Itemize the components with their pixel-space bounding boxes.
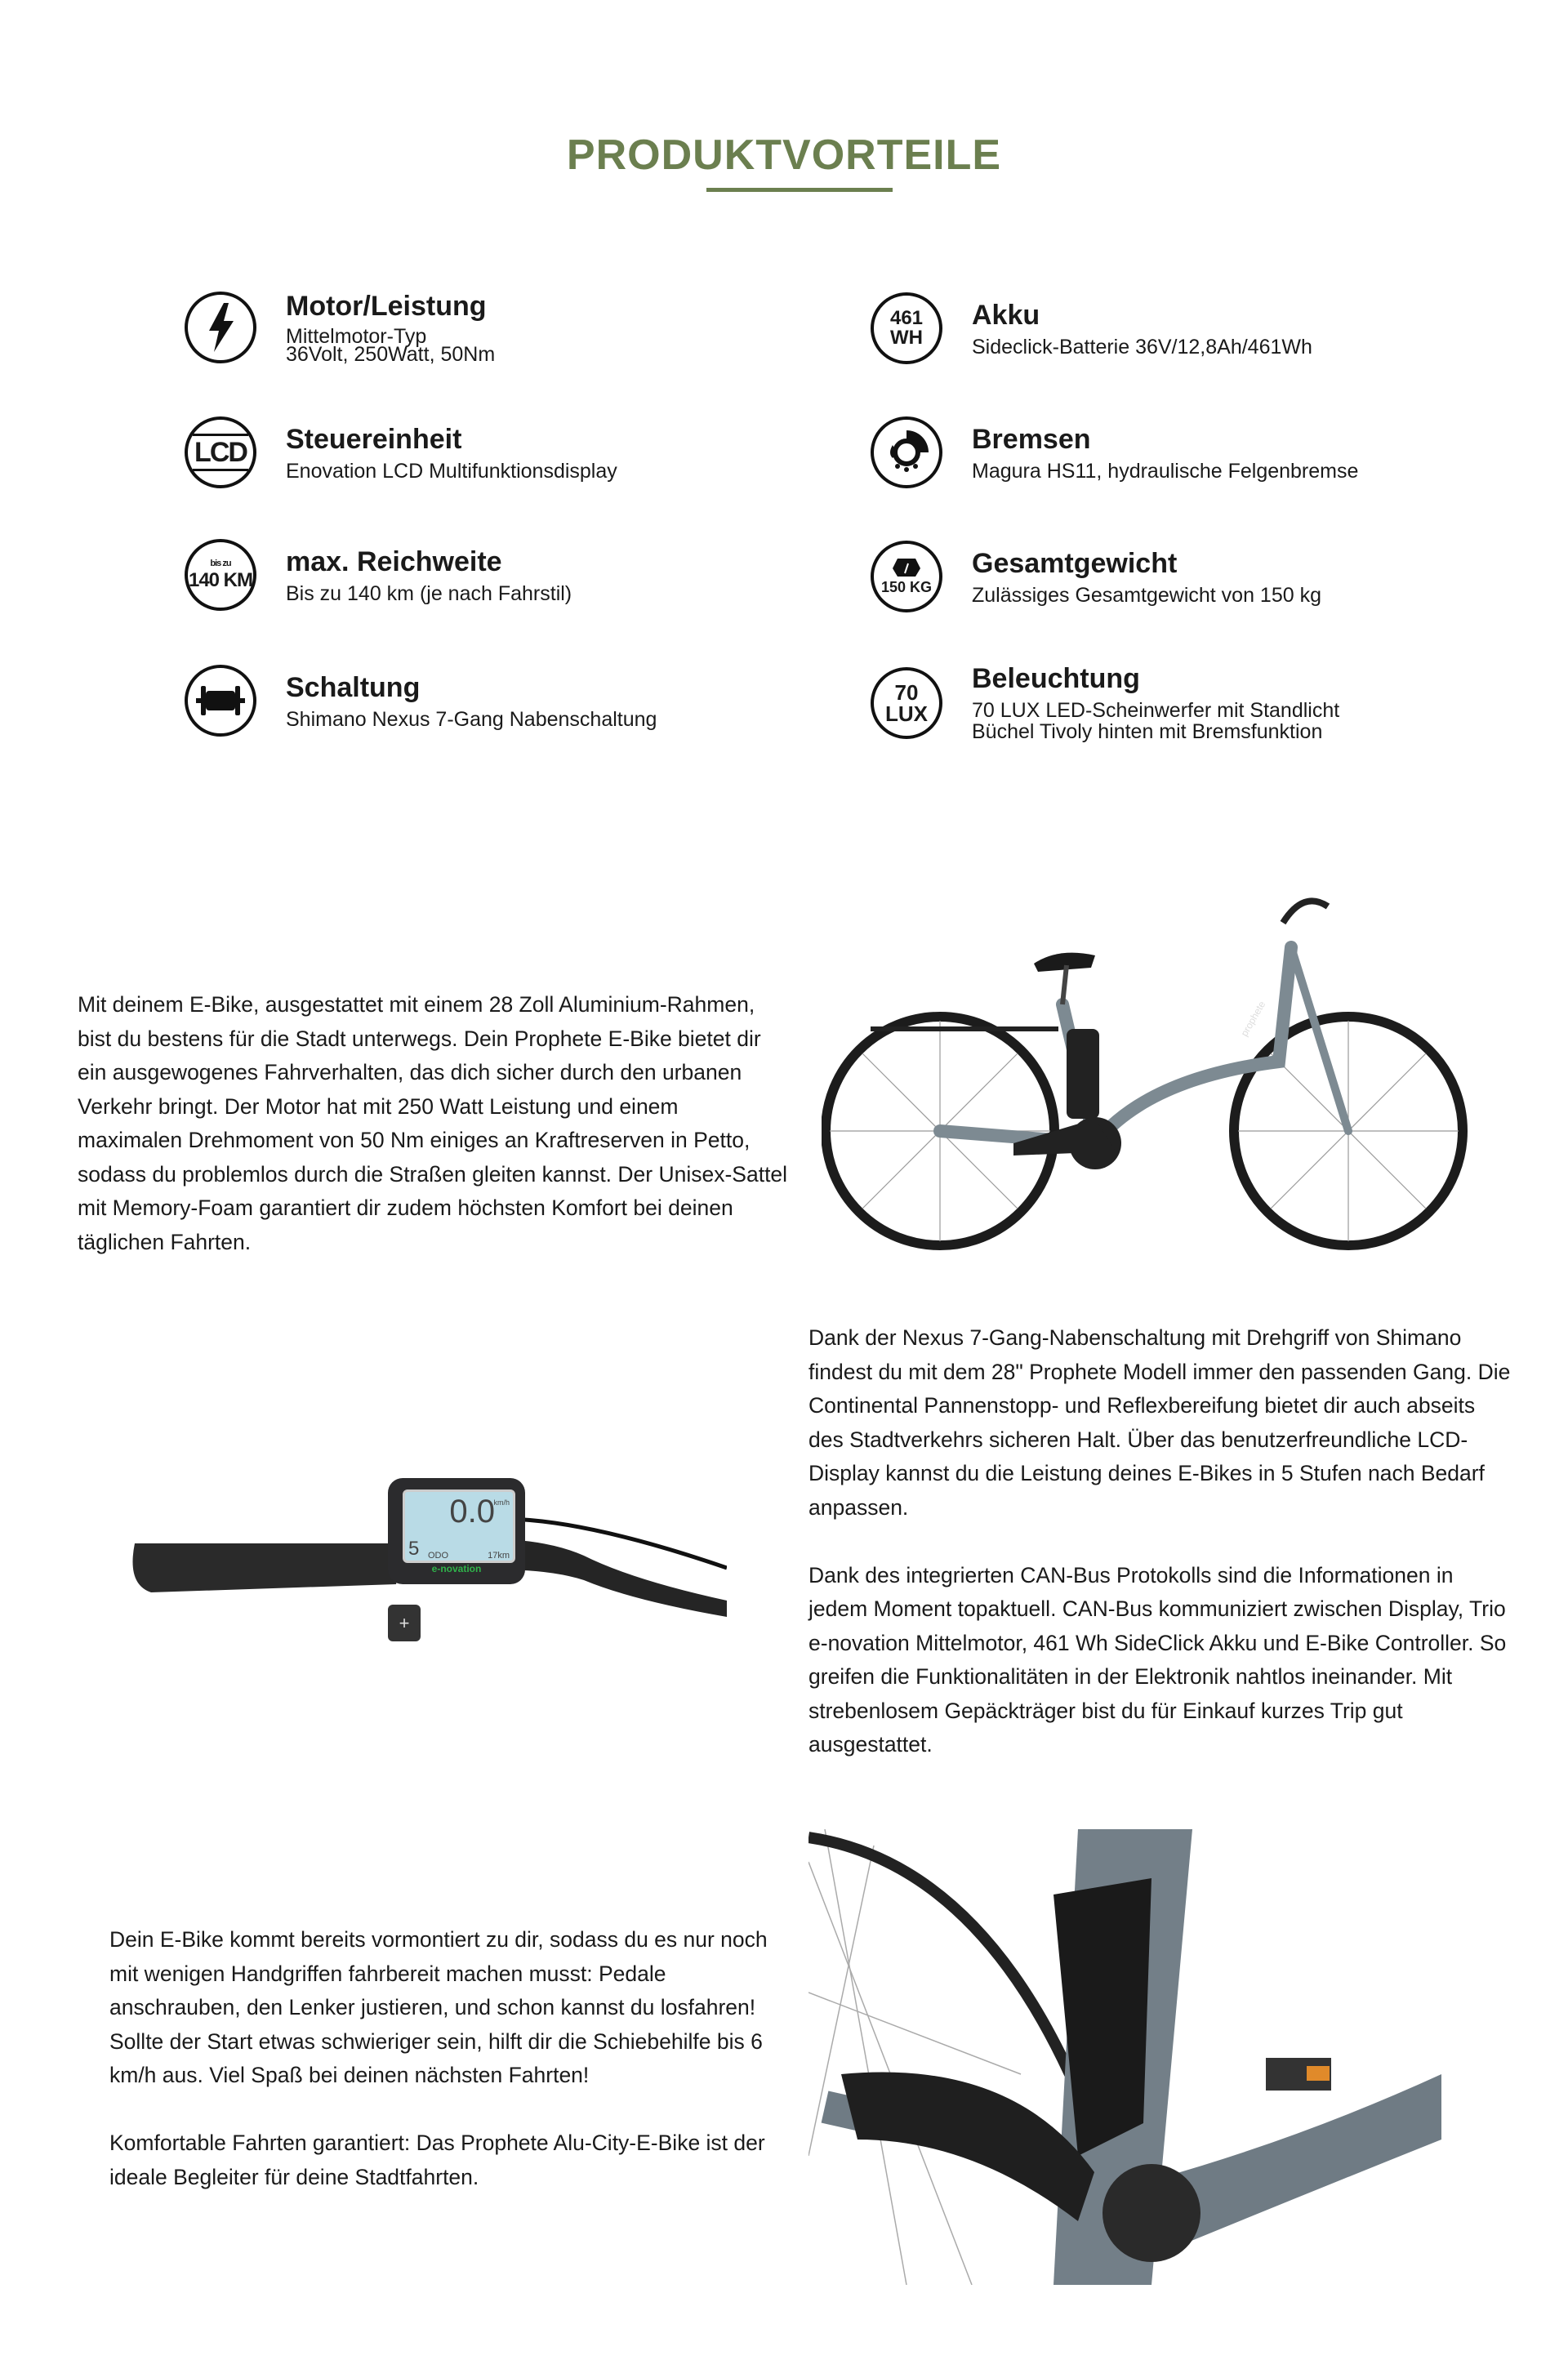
page-title: PRODUKTVORTEILE bbox=[566, 131, 1002, 179]
ebike-detail-photo bbox=[808, 1829, 1441, 2285]
feature-beleuchtung bbox=[871, 663, 1339, 742]
paragraph: Dank des integrierten CAN-Bus Protokolls sind die Informationen in jedem Moment topaktuell. CAN-Bus kommuniziert zwischen Display, Trio e-novation Mittelmotor, 461 Wh SideClick Akku und E-Bike Controller. So greifen die Funktionalitäten in der Elektronik nahtlos ineinander. Mit strebenlosem Gepäckträger bist du für Einkauf kurzes Trip gut ausgestattet. bbox=[808, 1562, 1507, 1757]
feature-reichweite bbox=[185, 539, 572, 611]
ebike-side-photo bbox=[822, 874, 1475, 1258]
feature-akku bbox=[871, 292, 1312, 364]
range-140km-icon bbox=[185, 539, 256, 611]
paragraph: Dein E-Bike kommt bereits vormontiert zu dir, sodass du es nur noch mit wenigen Handgriffen fahrbereit machen musst: Pedale anschrauben, den Lenker justieren, und schon kannst du losfahren! Sollte der Start etwas schwieriger sein, hilft dir die Schiebehilfe bis 6 km/h aus. Viel Spaß bei deinen nächsten Fahrten! bbox=[109, 1927, 768, 2087]
lcd-display bbox=[388, 1478, 525, 1584]
weight-150kg-icon bbox=[871, 541, 942, 612]
feature-title: Beleuchtung bbox=[972, 663, 1140, 694]
feature-bremsen bbox=[871, 416, 1358, 488]
frame-brand-label: prophete bbox=[1238, 999, 1268, 1039]
icon-label: bis zu bbox=[210, 559, 231, 568]
paragraph: Mit deinem E-Bike, ausgestattet mit einem 28 Zoll Aluminium-Rahmen, bist du bestens für die Stadt unterwegs. Dein Prophete E-Bike bietet dir ein ausgewogenes Fahrverhalten, das dich sicher durch den urbanen Verkehr bringt. Der Motor hat mit 250 Watt Leistung und einem maximalen Drehmoment von 50 Nm einiges an Kraftreserven in Petto, sodass du problemlos durch die Straßen gleiten kannst. Der Unisex-Sattel mit Memory-Foam garantiert dir zudem höchsten Komfort bei deinen täglichen Fahrten. bbox=[78, 992, 788, 1254]
feature-schaltung bbox=[185, 665, 657, 737]
icon-label: 150 KG bbox=[880, 579, 933, 595]
title-underline bbox=[706, 188, 893, 192]
lcd-display-icon bbox=[185, 416, 256, 488]
intro-text bbox=[78, 988, 788, 1259]
icon-label: WH bbox=[890, 327, 923, 349]
icon-label: 70 bbox=[894, 679, 919, 705]
icon-label: LUX bbox=[885, 701, 928, 726]
light-70lux-icon bbox=[871, 667, 942, 739]
battery-461wh-icon bbox=[871, 292, 942, 364]
odo-value: 17km bbox=[488, 1551, 510, 1561]
feature-description: Sideclick-Batterie 36V/12,8Ah/461Wh bbox=[972, 335, 1312, 358]
feature-description: Magura HS11, hydraulische Felgenbremse bbox=[972, 459, 1359, 483]
feature-steuereinheit bbox=[185, 416, 617, 488]
technik-text bbox=[808, 1321, 1511, 1762]
hydraulic-brake-icon bbox=[871, 416, 942, 488]
feature-title: Bremsen bbox=[972, 423, 1091, 455]
feature-description: Enovation LCD Multifunktionsdisplay bbox=[286, 459, 617, 483]
feature-description: Mittelmotor-Typ 36Volt, 250Watt, 50Nm bbox=[286, 325, 496, 366]
feature-description: Shimano Nexus 7-Gang Nabenschaltung bbox=[286, 707, 657, 731]
battery bbox=[1067, 1029, 1099, 1119]
display-brand: e-novation bbox=[431, 1563, 482, 1574]
feature-title: Schaltung bbox=[286, 671, 421, 703]
feature-title: Steuereinheit bbox=[286, 423, 462, 455]
icon-label: 461 bbox=[889, 307, 924, 329]
montage-text bbox=[109, 1923, 787, 2194]
icon-label: LCD bbox=[193, 434, 248, 471]
feature-motor bbox=[185, 291, 496, 366]
feature-title: max. Reichweite bbox=[286, 545, 502, 577]
svg-text:+: + bbox=[399, 1613, 410, 1633]
odo-label: ODO bbox=[428, 1551, 449, 1561]
paragraph: Komfortable Fahrten garantiert: Das Prophete Alu-City-E-Bike ist der ideale Begleiter für deine Stadtfahrten. bbox=[109, 2131, 765, 2189]
feature-description: Bis zu 140 km (je nach Fahrstil) bbox=[286, 581, 572, 605]
feature-gewicht bbox=[871, 541, 1321, 612]
feature-description: 70 LUX LED-Scheinwerfer mit Standlicht Büchel Tivoly hinten mit Bremsfunktion bbox=[972, 699, 1340, 743]
speed-unit: km/h bbox=[493, 1498, 510, 1507]
speed-readout: 0.0 bbox=[449, 1494, 495, 1530]
paragraph: Dank der Nexus 7-Gang-Nabenschaltung mit Drehgriff von Shimano findest du mit dem 28" Prophete Modell immer den passenden Gang. Die Continental Pannenstopp- und Reflexbereifung bietet dir auch abseits des Stadtverkehrs sicheren Halt. Über das benutzerfreundliche LCD-Display kannst du die Leistung deines E-Bikes in 5 Stufen nach Bedarf anpassen. bbox=[808, 1325, 1511, 1520]
handlebar-display-photo bbox=[127, 1470, 727, 1690]
feature-title: Gesamtgewicht bbox=[972, 547, 1178, 579]
icon-label: 140 KM bbox=[188, 569, 253, 591]
feature-description: Zulässiges Gesamtgewicht von 150 kg bbox=[972, 583, 1321, 607]
gear-hub-icon bbox=[185, 665, 256, 737]
assist-level: 5 bbox=[408, 1538, 420, 1560]
feature-title: Motor/Leistung bbox=[286, 291, 487, 322]
feature-title: Akku bbox=[972, 299, 1040, 331]
lightning-bolt-icon bbox=[185, 292, 256, 363]
